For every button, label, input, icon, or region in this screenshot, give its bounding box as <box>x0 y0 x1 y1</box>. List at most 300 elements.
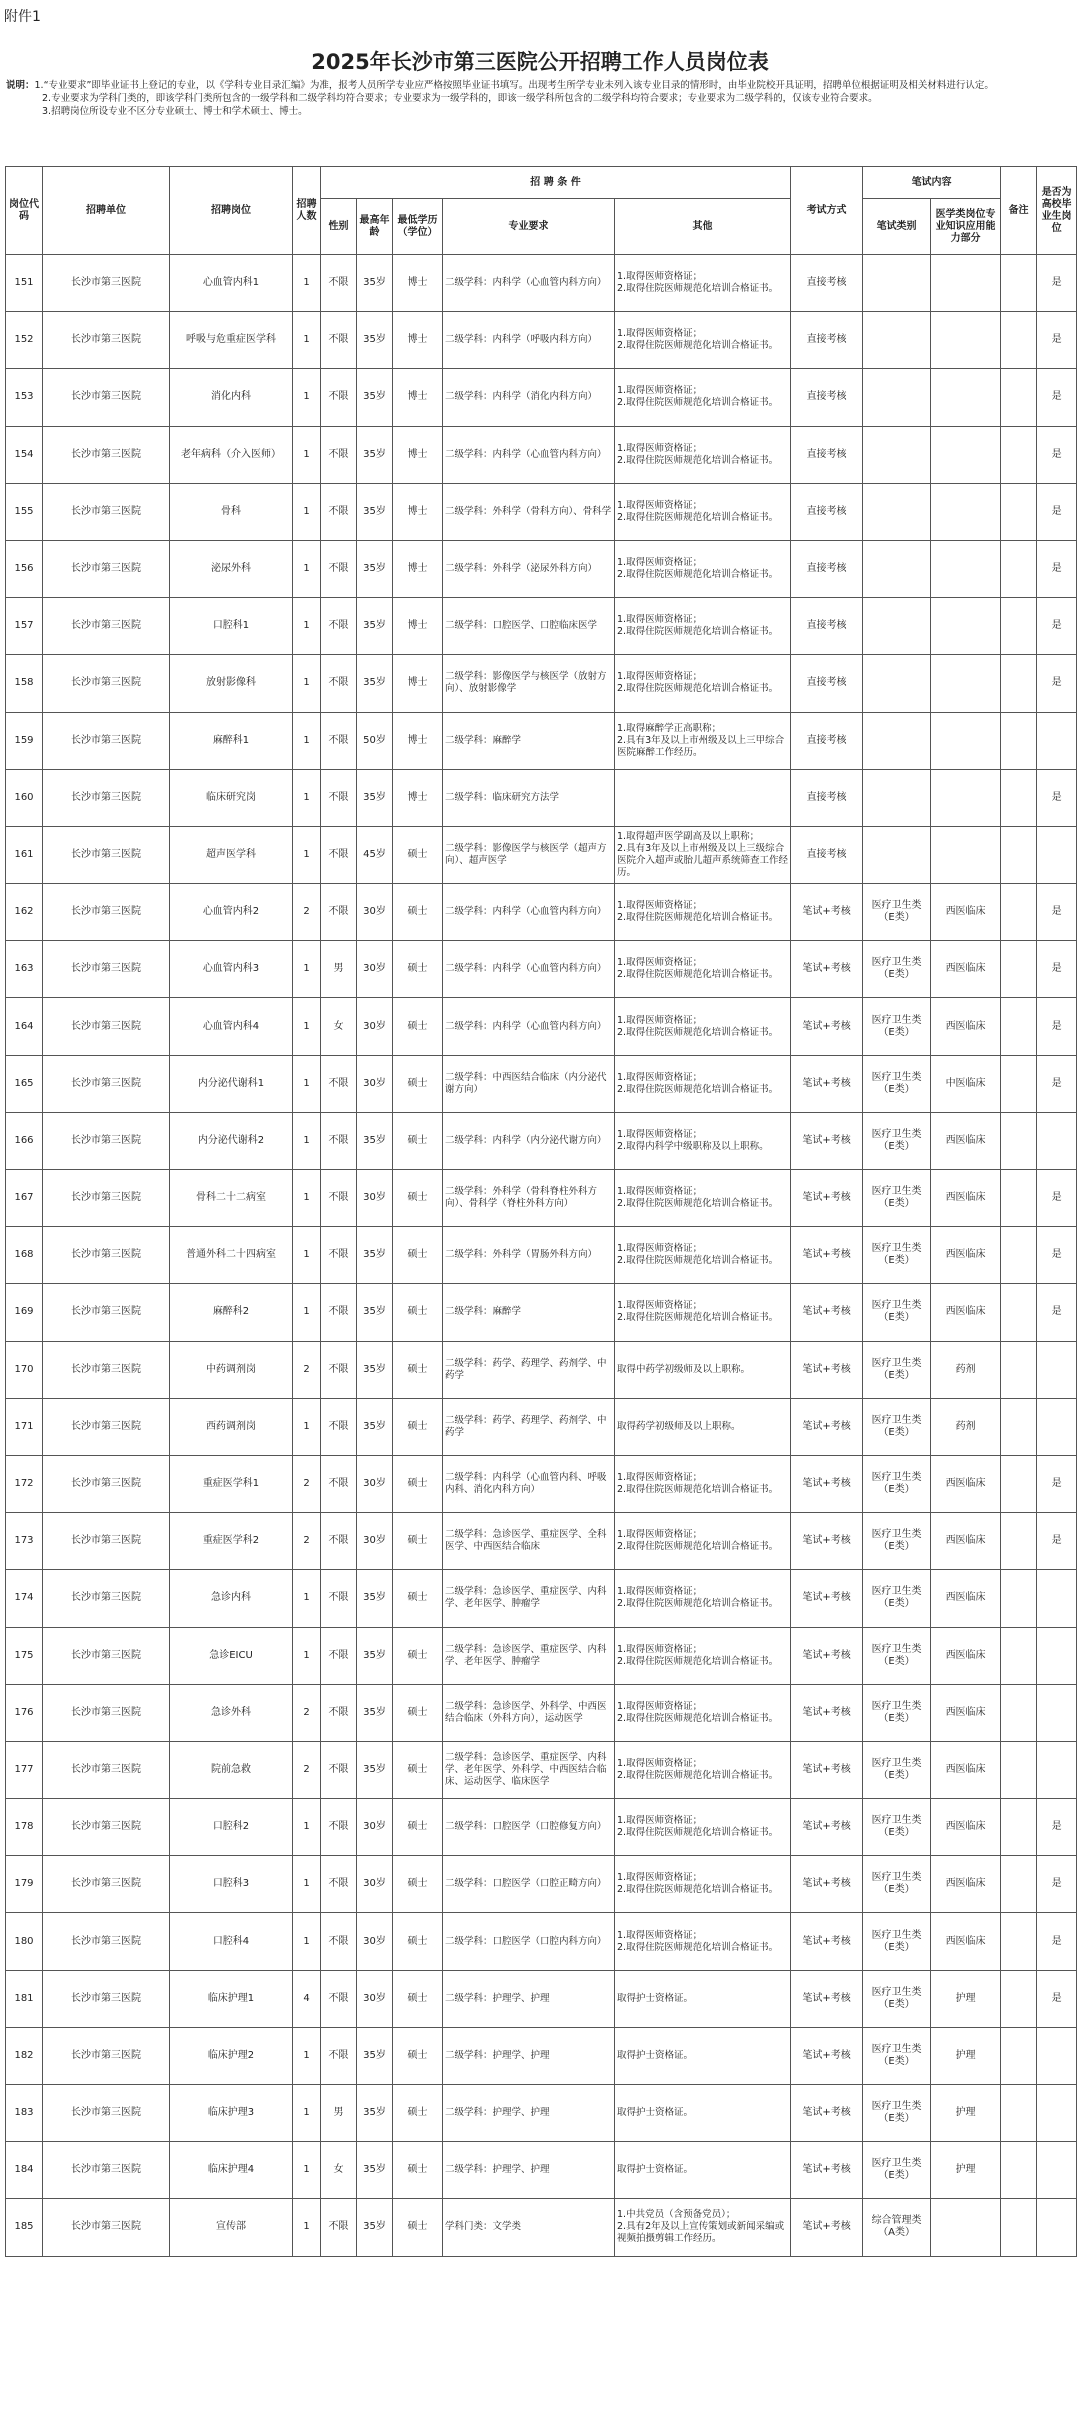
cell-age: 35岁 <box>357 1284 393 1341</box>
cell-num: 1 <box>293 1799 321 1856</box>
cell-post: 心血管内科1 <box>170 255 293 312</box>
cell-degree: 硕士 <box>393 941 443 998</box>
cell-gender: 不限 <box>321 483 357 540</box>
cell-num: 1 <box>293 655 321 712</box>
cell-exam: 笔试+考核 <box>791 1627 863 1684</box>
cell-age: 30岁 <box>357 1799 393 1856</box>
cell-code: 171 <box>6 1398 43 1455</box>
cell-age: 35岁 <box>357 2142 393 2199</box>
cell-num: 1 <box>293 1170 321 1227</box>
cell-written-type: 医疗卫生类（E类） <box>863 998 931 1055</box>
cell-degree: 硕士 <box>393 2199 443 2256</box>
cell-major: 二级学科：药学、药理学、药剂学、中药学 <box>443 1398 615 1455</box>
cell-grad: 是 <box>1037 540 1077 597</box>
cell-unit: 长沙市第三医院 <box>43 1741 170 1798</box>
header-major: 专业要求 <box>443 199 615 255</box>
cell-post: 临床护理3 <box>170 2085 293 2142</box>
cell-post: 院前急救 <box>170 1741 293 1798</box>
cell-gender: 不限 <box>321 1570 357 1627</box>
cell-major: 二级学科：麻醉学 <box>443 712 615 769</box>
cell-written-part: 西医临床 <box>931 1913 1001 1970</box>
cell-other: 1.取得医师资格证； 2.取得住院医师规范化培训合格证书。 <box>615 1684 791 1741</box>
cell-degree: 硕士 <box>393 1513 443 1570</box>
table-row <box>6 1913 1077 1970</box>
cell-remark <box>1001 2027 1037 2084</box>
cell-remark <box>1001 1856 1037 1913</box>
cell-exam: 笔试+考核 <box>791 1513 863 1570</box>
cell-written-type: 医疗卫生类（E类） <box>863 1856 931 1913</box>
cell-code: 163 <box>6 941 43 998</box>
cell-degree: 硕士 <box>393 2027 443 2084</box>
cell-written-type: 医疗卫生类（E类） <box>863 1913 931 1970</box>
cell-other: 取得护士资格证。 <box>615 2027 791 2084</box>
table-row <box>6 769 1077 826</box>
cell-degree: 硕士 <box>393 1170 443 1227</box>
cell-remark <box>1001 998 1037 1055</box>
cell-code: 181 <box>6 1970 43 2027</box>
cell-written-type <box>863 655 931 712</box>
table-row <box>6 1684 1077 1741</box>
table-row <box>6 1284 1077 1341</box>
cell-degree: 硕士 <box>393 826 443 883</box>
cell-remark <box>1001 1227 1037 1284</box>
table-body <box>6 255 1077 2257</box>
cell-unit: 长沙市第三医院 <box>43 2142 170 2199</box>
cell-age: 35岁 <box>357 2199 393 2256</box>
cell-code: 183 <box>6 2085 43 2142</box>
cell-code: 169 <box>6 1284 43 1341</box>
table-row <box>6 1170 1077 1227</box>
cell-unit: 长沙市第三医院 <box>43 712 170 769</box>
cell-code: 155 <box>6 483 43 540</box>
cell-gender: 不限 <box>321 1398 357 1455</box>
cell-post: 心血管内科3 <box>170 941 293 998</box>
cell-degree: 硕士 <box>393 1227 443 1284</box>
cell-exam: 直接考核 <box>791 655 863 712</box>
cell-other: 1.取得医师资格证； 2.取得住院医师规范化培训合格证书。 <box>615 1513 791 1570</box>
cell-code: 184 <box>6 2142 43 2199</box>
cell-remark <box>1001 655 1037 712</box>
cell-remark <box>1001 769 1037 826</box>
cell-age: 35岁 <box>357 255 393 312</box>
cell-major: 二级学科：内科学（消化内科方向） <box>443 369 615 426</box>
cell-grad <box>1037 1627 1077 1684</box>
cell-grad: 是 <box>1037 1455 1077 1512</box>
cell-age: 35岁 <box>357 369 393 426</box>
cell-gender: 女 <box>321 998 357 1055</box>
cell-exam: 笔试+考核 <box>791 1227 863 1284</box>
cell-degree: 硕士 <box>393 1112 443 1169</box>
cell-exam: 直接考核 <box>791 712 863 769</box>
cell-exam: 笔试+考核 <box>791 2085 863 2142</box>
cell-num: 1 <box>293 1284 321 1341</box>
cell-written-part <box>931 255 1001 312</box>
cell-written-part: 西医临床 <box>931 1227 1001 1284</box>
cell-age: 35岁 <box>357 1398 393 1455</box>
cell-gender: 不限 <box>321 1799 357 1856</box>
cell-major: 二级学科：内科学（心血管内科方向） <box>443 884 615 941</box>
cell-other: 1.取得医师资格证； 2.取得住院医师规范化培训合格证书。 <box>615 655 791 712</box>
cell-post: 内分泌代谢科2 <box>170 1112 293 1169</box>
cell-age: 35岁 <box>357 1570 393 1627</box>
cell-degree: 博士 <box>393 483 443 540</box>
cell-grad: 是 <box>1037 1799 1077 1856</box>
cell-age: 30岁 <box>357 884 393 941</box>
cell-age: 35岁 <box>357 1341 393 1398</box>
cell-written-part <box>931 826 1001 883</box>
cell-written-part <box>931 312 1001 369</box>
cell-post: 麻醉科1 <box>170 712 293 769</box>
cell-unit: 长沙市第三医院 <box>43 769 170 826</box>
cell-major: 二级学科：内科学（内分泌代谢方向） <box>443 1112 615 1169</box>
table-row <box>6 369 1077 426</box>
cell-post: 急诊EICU <box>170 1627 293 1684</box>
table-row <box>6 826 1077 883</box>
cell-degree: 硕士 <box>393 1684 443 1741</box>
cell-written-part: 西医临床 <box>931 1112 1001 1169</box>
cell-major: 二级学科：外科学（骨科方向）、骨科学 <box>443 483 615 540</box>
cell-remark <box>1001 884 1037 941</box>
cell-degree: 博士 <box>393 598 443 655</box>
cell-num: 2 <box>293 884 321 941</box>
cell-other: 1.取得麻醉学正高职称； 2.具有3年及以上市州级及以上三甲综合医院麻醉工作经历。 <box>615 712 791 769</box>
cell-gender: 不限 <box>321 426 357 483</box>
cell-code: 154 <box>6 426 43 483</box>
cell-post: 麻醉科2 <box>170 1284 293 1341</box>
table-row <box>6 1799 1077 1856</box>
cell-code: 185 <box>6 2199 43 2256</box>
cell-written-part <box>931 712 1001 769</box>
cell-written-type <box>863 426 931 483</box>
cell-written-type <box>863 255 931 312</box>
cell-major: 二级学科：护理学、护理 <box>443 2085 615 2142</box>
cell-grad: 是 <box>1037 1227 1077 1284</box>
cell-other: 取得护士资格证。 <box>615 1970 791 2027</box>
cell-code: 174 <box>6 1570 43 1627</box>
cell-unit: 长沙市第三医院 <box>43 1856 170 1913</box>
cell-gender: 不限 <box>321 1455 357 1512</box>
cell-remark <box>1001 1684 1037 1741</box>
cell-exam: 直接考核 <box>791 483 863 540</box>
cell-written-part: 西医临床 <box>931 998 1001 1055</box>
cell-num: 2 <box>293 1513 321 1570</box>
cell-gender: 不限 <box>321 1627 357 1684</box>
cell-unit: 长沙市第三医院 <box>43 255 170 312</box>
cell-post: 骨科二十二病室 <box>170 1170 293 1227</box>
cell-grad <box>1037 2085 1077 2142</box>
cell-unit: 长沙市第三医院 <box>43 1341 170 1398</box>
cell-num: 1 <box>293 598 321 655</box>
cell-written-part: 药剂 <box>931 1341 1001 1398</box>
cell-code: 173 <box>6 1513 43 1570</box>
cell-remark <box>1001 941 1037 998</box>
cell-unit: 长沙市第三医院 <box>43 1284 170 1341</box>
cell-major: 二级学科：口腔医学（口腔正畸方向） <box>443 1856 615 1913</box>
cell-age: 30岁 <box>357 998 393 1055</box>
cell-written-part: 西医临床 <box>931 1627 1001 1684</box>
cell-age: 35岁 <box>357 1112 393 1169</box>
table-row <box>6 1455 1077 1512</box>
cell-age: 45岁 <box>357 826 393 883</box>
cell-gender: 男 <box>321 941 357 998</box>
cell-major: 二级学科：临床研究方法学 <box>443 769 615 826</box>
cell-age: 30岁 <box>357 1856 393 1913</box>
cell-written-type: 医疗卫生类（E类） <box>863 1970 931 2027</box>
cell-written-part <box>931 2199 1001 2256</box>
cell-exam: 笔试+考核 <box>791 1455 863 1512</box>
cell-major: 二级学科：药学、药理学、药剂学、中药学 <box>443 1341 615 1398</box>
cell-exam: 笔试+考核 <box>791 1741 863 1798</box>
cell-remark <box>1001 1627 1037 1684</box>
cell-grad: 是 <box>1037 483 1077 540</box>
cell-grad <box>1037 1570 1077 1627</box>
cell-written-part <box>931 426 1001 483</box>
cell-exam: 笔试+考核 <box>791 2199 863 2256</box>
cell-exam: 笔试+考核 <box>791 2142 863 2199</box>
cell-gender: 不限 <box>321 884 357 941</box>
cell-written-part: 护理 <box>931 1970 1001 2027</box>
positions-table <box>5 166 1077 2257</box>
cell-num: 1 <box>293 540 321 597</box>
cell-exam: 直接考核 <box>791 426 863 483</box>
cell-degree: 博士 <box>393 312 443 369</box>
cell-num: 1 <box>293 2085 321 2142</box>
cell-remark <box>1001 369 1037 426</box>
cell-gender: 不限 <box>321 255 357 312</box>
header-remark: 备注 <box>1001 167 1037 255</box>
cell-written-part: 西医临床 <box>931 1513 1001 1570</box>
cell-other: 1.取得医师资格证； 2.取得住院医师规范化培训合格证书。 <box>615 884 791 941</box>
cell-written-type: 医疗卫生类（E类） <box>863 1455 931 1512</box>
cell-post: 普通外科二十四病室 <box>170 1227 293 1284</box>
header-gender: 性别 <box>321 199 357 255</box>
cell-degree: 硕士 <box>393 1398 443 1455</box>
cell-major: 二级学科：急诊医学、重症医学、全科医学、中西医结合临床 <box>443 1513 615 1570</box>
cell-written-part: 西医临床 <box>931 1170 1001 1227</box>
cell-degree: 博士 <box>393 369 443 426</box>
cell-degree: 硕士 <box>393 1055 443 1112</box>
cell-grad: 是 <box>1037 369 1077 426</box>
cell-degree: 硕士 <box>393 1913 443 1970</box>
cell-grad: 是 <box>1037 941 1077 998</box>
cell-gender: 不限 <box>321 769 357 826</box>
cell-num: 1 <box>293 2027 321 2084</box>
cell-remark <box>1001 1284 1037 1341</box>
cell-remark <box>1001 2142 1037 2199</box>
cell-written-type: 医疗卫生类（E类） <box>863 1513 931 1570</box>
cell-other: 1.取得医师资格证； 2.取得住院医师规范化培训合格证书。 <box>615 1455 791 1512</box>
header-unit: 招聘单位 <box>43 167 170 255</box>
header-code: 岗位代码 <box>6 167 43 255</box>
cell-grad: 是 <box>1037 769 1077 826</box>
cell-written-type: 医疗卫生类（E类） <box>863 2027 931 2084</box>
cell-remark <box>1001 483 1037 540</box>
cell-grad: 是 <box>1037 312 1077 369</box>
cell-exam: 笔试+考核 <box>791 2027 863 2084</box>
cell-code: 178 <box>6 1799 43 1856</box>
table-row <box>6 2142 1077 2199</box>
cell-remark <box>1001 426 1037 483</box>
cell-written-type: 医疗卫生类（E类） <box>863 941 931 998</box>
cell-code: 167 <box>6 1170 43 1227</box>
cell-num: 1 <box>293 712 321 769</box>
cell-written-type: 医疗卫生类（E类） <box>863 2085 931 2142</box>
cell-remark <box>1001 1913 1037 1970</box>
cell-grad <box>1037 2199 1077 2256</box>
cell-major: 二级学科：内科学（心血管内科方向） <box>443 998 615 1055</box>
cell-num: 1 <box>293 426 321 483</box>
cell-exam: 笔试+考核 <box>791 1856 863 1913</box>
table-row <box>6 255 1077 312</box>
cell-unit: 长沙市第三医院 <box>43 1455 170 1512</box>
cell-gender: 不限 <box>321 712 357 769</box>
cell-grad: 是 <box>1037 1170 1077 1227</box>
cell-major: 二级学科：口腔医学（口腔内科方向） <box>443 1913 615 1970</box>
cell-written-type <box>863 769 931 826</box>
cell-degree: 硕士 <box>393 1799 443 1856</box>
cell-age: 30岁 <box>357 1913 393 1970</box>
cell-num: 1 <box>293 1112 321 1169</box>
cell-unit: 长沙市第三医院 <box>43 1055 170 1112</box>
cell-major: 二级学科：外科学（骨科脊柱外科方向）、骨科学（脊柱外科方向） <box>443 1170 615 1227</box>
cell-exam: 直接考核 <box>791 598 863 655</box>
cell-age: 35岁 <box>357 483 393 540</box>
cell-post: 宣传部 <box>170 2199 293 2256</box>
cell-major: 二级学科：护理学、护理 <box>443 2027 615 2084</box>
cell-age: 35岁 <box>357 540 393 597</box>
cell-age: 35岁 <box>357 1227 393 1284</box>
cell-other: 1.取得医师资格证； 2.取得住院医师规范化培训合格证书。 <box>615 1856 791 1913</box>
cell-major: 二级学科：内科学（心血管内科方向） <box>443 941 615 998</box>
cell-post: 临床护理2 <box>170 2027 293 2084</box>
page-title: 2025年长沙市第三医院公开招聘工作人员岗位表 <box>311 50 769 74</box>
cell-written-type: 医疗卫生类（E类） <box>863 2142 931 2199</box>
cell-code: 166 <box>6 1112 43 1169</box>
cell-major: 二级学科：内科学（心血管内科、呼吸内科、消化内科方向） <box>443 1455 615 1512</box>
cell-written-type: 医疗卫生类（E类） <box>863 1684 931 1741</box>
cell-code: 168 <box>6 1227 43 1284</box>
cell-age: 35岁 <box>357 426 393 483</box>
table-row <box>6 312 1077 369</box>
cell-major: 二级学科：内科学（心血管内科方向） <box>443 255 615 312</box>
cell-remark <box>1001 540 1037 597</box>
cell-unit: 长沙市第三医院 <box>43 426 170 483</box>
cell-post: 重症医学科2 <box>170 1513 293 1570</box>
cell-gender: 不限 <box>321 2027 357 2084</box>
cell-major: 二级学科：影像医学与核医学（超声方向）、超声医学 <box>443 826 615 883</box>
cell-grad <box>1037 1398 1077 1455</box>
cell-exam: 笔试+考核 <box>791 1284 863 1341</box>
cell-other: 1.取得医师资格证； 2.取得住院医师规范化培训合格证书。 <box>615 1913 791 1970</box>
cell-post: 放射影像科 <box>170 655 293 712</box>
cell-major: 二级学科：急诊医学、重症医学、内科学、老年医学、外科学、中西医结合临床、运动医学、临床医学 <box>443 1741 615 1798</box>
table-row <box>6 2199 1077 2256</box>
cell-age: 30岁 <box>357 1055 393 1112</box>
cell-num: 2 <box>293 1684 321 1741</box>
cell-age: 35岁 <box>357 2027 393 2084</box>
cell-written-part: 药剂 <box>931 1398 1001 1455</box>
cell-written-type: 医疗卫生类（E类） <box>863 1341 931 1398</box>
cell-grad <box>1037 2027 1077 2084</box>
cell-code: 175 <box>6 1627 43 1684</box>
cell-written-part: 西医临床 <box>931 1684 1001 1741</box>
table-row <box>6 1856 1077 1913</box>
cell-remark <box>1001 1570 1037 1627</box>
cell-num: 2 <box>293 1741 321 1798</box>
cell-written-part: 西医临床 <box>931 941 1001 998</box>
table-row <box>6 1112 1077 1169</box>
cell-degree: 硕士 <box>393 1856 443 1913</box>
cell-num: 1 <box>293 1913 321 1970</box>
cell-gender: 不限 <box>321 2199 357 2256</box>
cell-remark <box>1001 1970 1037 2027</box>
cell-unit: 长沙市第三医院 <box>43 941 170 998</box>
table-row <box>6 998 1077 1055</box>
cell-major: 二级学科：中西医结合临床（内分泌代谢方向） <box>443 1055 615 1112</box>
cell-unit: 长沙市第三医院 <box>43 1799 170 1856</box>
cell-other: 1.取得医师资格证； 2.取得住院医师规范化培训合格证书。 <box>615 1570 791 1627</box>
cell-post: 骨科 <box>170 483 293 540</box>
cell-major: 二级学科：影像医学与核医学（放射方向）、放射影像学 <box>443 655 615 712</box>
cell-unit: 长沙市第三医院 <box>43 1513 170 1570</box>
cell-other: 1.取得医师资格证； 2.取得住院医师规范化培训合格证书。 <box>615 998 791 1055</box>
cell-unit: 长沙市第三医院 <box>43 1227 170 1284</box>
table-row <box>6 2085 1077 2142</box>
cell-degree: 博士 <box>393 769 443 826</box>
cell-written-type <box>863 540 931 597</box>
cell-exam: 笔试+考核 <box>791 1799 863 1856</box>
cell-gender: 不限 <box>321 1741 357 1798</box>
cell-gender: 不限 <box>321 1856 357 1913</box>
cell-grad: 是 <box>1037 1055 1077 1112</box>
cell-unit: 长沙市第三医院 <box>43 1170 170 1227</box>
cell-gender: 不限 <box>321 1284 357 1341</box>
cell-written-part: 西医临床 <box>931 884 1001 941</box>
cell-gender: 女 <box>321 2142 357 2199</box>
cell-degree: 硕士 <box>393 1570 443 1627</box>
cell-exam: 笔试+考核 <box>791 998 863 1055</box>
cell-num: 1 <box>293 2199 321 2256</box>
cell-other: 1.取得医师资格证； 2.取得住院医师规范化培训合格证书。 <box>615 1741 791 1798</box>
cell-unit: 长沙市第三医院 <box>43 369 170 426</box>
cell-gender: 不限 <box>321 655 357 712</box>
cell-code: 180 <box>6 1913 43 1970</box>
cell-post: 心血管内科2 <box>170 884 293 941</box>
cell-unit: 长沙市第三医院 <box>43 884 170 941</box>
table-row <box>6 884 1077 941</box>
cell-post: 口腔科3 <box>170 1856 293 1913</box>
cell-unit: 长沙市第三医院 <box>43 998 170 1055</box>
cell-degree: 硕士 <box>393 1455 443 1512</box>
cell-major: 二级学科：急诊医学、重症医学、内科学、老年医学、肿瘤学 <box>443 1570 615 1627</box>
cell-post: 临床研究岗 <box>170 769 293 826</box>
cell-num: 1 <box>293 255 321 312</box>
cell-post: 呼吸与危重症医学科 <box>170 312 293 369</box>
cell-written-part: 西医临床 <box>931 1799 1001 1856</box>
cell-written-type: 医疗卫生类（E类） <box>863 1170 931 1227</box>
table-row <box>6 1741 1077 1798</box>
table-row <box>6 1341 1077 1398</box>
cell-exam: 直接考核 <box>791 369 863 426</box>
header-wpart: 医学类岗位专业知识应用能力部分 <box>931 199 1001 255</box>
cell-num: 1 <box>293 2142 321 2199</box>
table-row <box>6 655 1077 712</box>
cell-written-type: 医疗卫生类（E类） <box>863 1112 931 1169</box>
cell-major: 二级学科：护理学、护理 <box>443 2142 615 2199</box>
cell-other: 1.取得医师资格证； 2.取得住院医师规范化培训合格证书。 <box>615 312 791 369</box>
cell-gender: 不限 <box>321 598 357 655</box>
cell-gender: 不限 <box>321 1513 357 1570</box>
